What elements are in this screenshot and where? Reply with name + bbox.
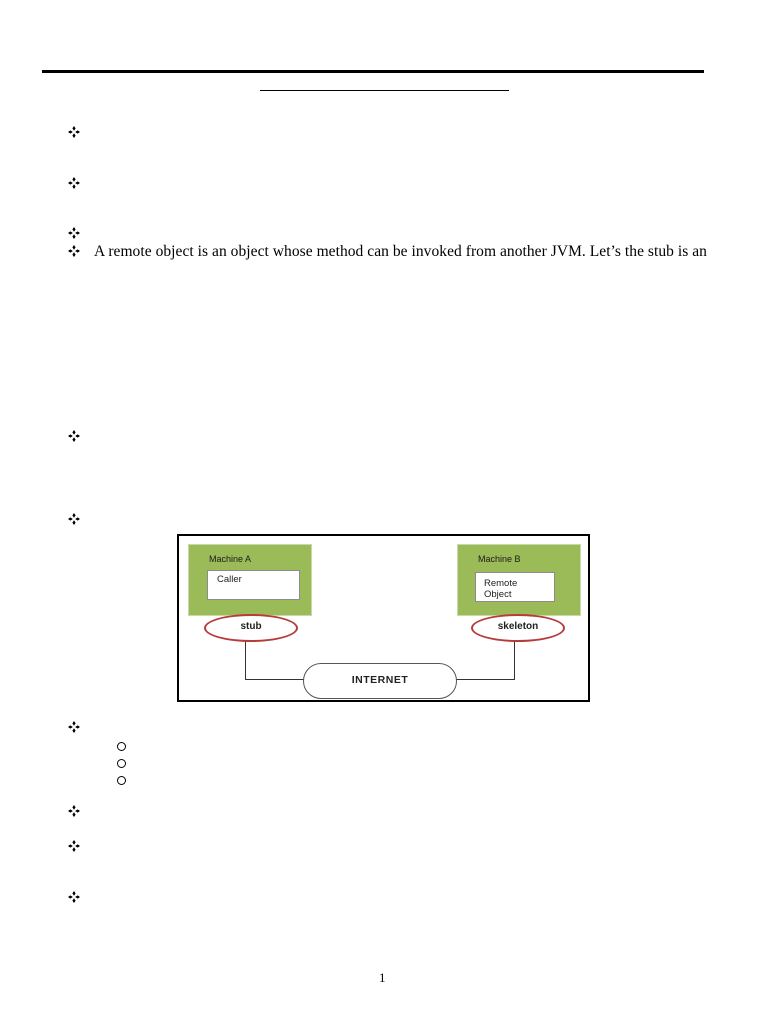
remote-object-box: [475, 572, 555, 602]
bullet-9-icon: [68, 840, 82, 854]
remote-object-description: A remote object is an object whose method can be invoked from another JVM. Let’s the stub is an: [94, 243, 707, 260]
bullet-6-icon: [68, 513, 82, 527]
bullet-4-icon: [68, 245, 82, 259]
bullet-3-icon: [68, 227, 82, 241]
sub-bullet-3-icon: [117, 776, 126, 785]
title-underline: [260, 90, 509, 91]
page-number: 1: [379, 970, 386, 985]
remote-object-label: Remote Object: [484, 578, 518, 600]
internet-label: INTERNET: [351, 674, 409, 686]
header-rule: [42, 70, 704, 73]
sub-bullet-2-icon: [117, 759, 126, 768]
bullet-1-icon: [68, 126, 82, 140]
stub-ellipse: [204, 614, 298, 642]
stub-wire-vertical: [245, 640, 246, 680]
machine-a-box: [188, 544, 312, 616]
skeleton-ellipse: [471, 614, 565, 642]
bullet-2-icon: [68, 177, 82, 191]
skeleton-label: skeleton: [497, 621, 539, 632]
machine-a-label: Machine A: [209, 554, 252, 564]
internet-cloud: [303, 663, 457, 699]
sub-bullet-1-icon: [117, 742, 126, 751]
bullet-10-icon: [68, 891, 82, 905]
stub-wire-horizontal: [245, 679, 305, 680]
bullet-5-icon: [68, 430, 82, 444]
stub-label: stub: [240, 621, 262, 632]
caller-label: Caller: [217, 574, 242, 585]
machine-b-box: [457, 544, 581, 616]
skeleton-wire-vertical: [514, 640, 515, 680]
bullet-7-icon: [68, 721, 82, 735]
skeleton-wire-horizontal: [455, 679, 515, 680]
bullet-8-icon: [68, 805, 82, 819]
caller-box: [207, 570, 300, 600]
machine-b-label: Machine B: [478, 554, 521, 564]
rmi-architecture-diagram: [177, 534, 590, 702]
